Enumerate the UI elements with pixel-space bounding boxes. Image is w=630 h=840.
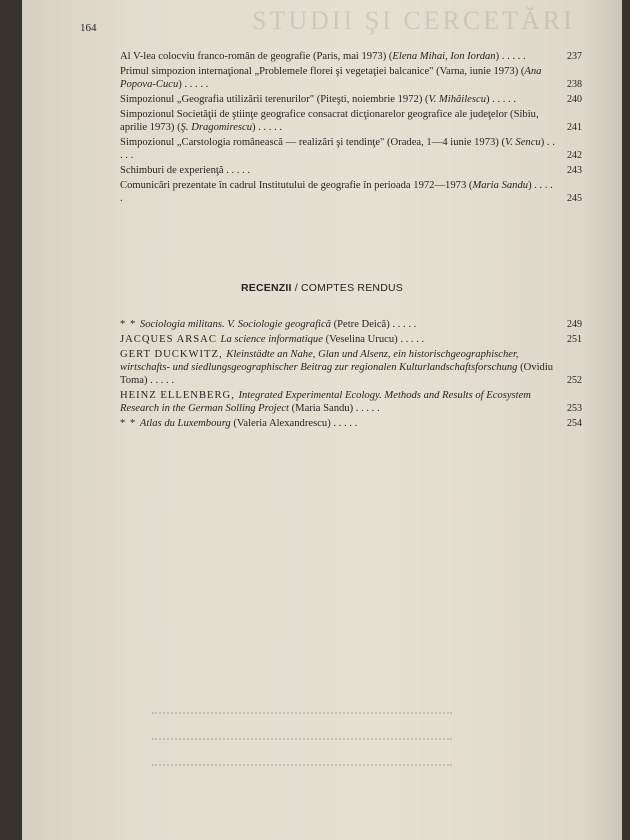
- toc-entry: [120, 65, 582, 91]
- review-page: 249: [567, 319, 582, 330]
- review-reviewer: (Ovidiu Toma): [120, 362, 554, 386]
- section-title: [22, 282, 622, 294]
- review-entry: [120, 318, 582, 331]
- running-head-bleed: STUDII ŞI CERCETĂRI: [252, 6, 575, 35]
- review-title: Integrated Experimental Ecology. Methods and Results of Ecosystem Research in the German Solling Project: [120, 390, 531, 414]
- toc-entry-close: ): [528, 180, 532, 191]
- toc-entry-close: ): [178, 79, 182, 90]
- review-reviewer: (Valeria Alexandrescu): [230, 418, 331, 429]
- leader-dots: . . . . .: [501, 51, 526, 62]
- review-reviewer: (Veselina Urucu): [322, 334, 398, 345]
- toc-entry-text: Comunicări prezentate în cadrul Institutului de geografie în perioada 1972—1973 (: [120, 180, 473, 191]
- review-page: 254: [567, 418, 582, 429]
- section-title-rest: COMPTES RENDUS: [300, 282, 403, 294]
- faint-dots: [152, 764, 452, 767]
- toc-entry-author: Ş. Dragomirescu: [180, 122, 253, 133]
- review-reviewer: (Petre Deică): [330, 319, 390, 330]
- toc-entry-page: 241: [567, 122, 582, 133]
- review-author: GERT DUCKWITZ,: [120, 349, 227, 360]
- section-title-bold: RECENZII: [241, 282, 292, 294]
- leader-dots: . . . . .: [392, 319, 417, 330]
- toc-entry-text: Al V-lea colocviu franco-român de geografie (Paris, mai 1973) (: [120, 51, 393, 62]
- faint-dots: [152, 738, 452, 741]
- page-shadow: [582, 0, 622, 840]
- toc-entry-close: ): [486, 94, 490, 105]
- leader-dots: . . . . .: [258, 122, 283, 133]
- leader-dots: . . . . .: [184, 79, 209, 90]
- toc-entry-text: Simpozionul „Geografia utilizării terenurilor" (Piteşti, noiembrie 1972) (: [120, 94, 429, 105]
- leader-dots: . . . . .: [492, 94, 517, 105]
- toc-entry-text: Simpozionul „Carstologia românească — realizări şi tendinţe" (Oradea, 1—4 iunie 1973) (: [120, 137, 505, 148]
- section-title-sep: /: [291, 282, 301, 294]
- review-title: Atlas du Luxembourg: [139, 418, 231, 429]
- toc-entry-author: Ana Popova-Cucu: [120, 66, 542, 90]
- toc-entry-text: Primul simpozion internaţional „Problemele florei şi vegetaţiei balcanice" (Varna, iunie 1973) (: [120, 66, 525, 77]
- review-title: La science informatique: [220, 334, 323, 345]
- toc-entry: [120, 164, 582, 177]
- toc-entry-text: Simpozionul Societăţii de ştiinţe geografice consacrat dicţionarelor geografice ale judeţelor (Sibiu, aprilie 1973) (: [120, 109, 539, 133]
- page-number: 164: [80, 22, 97, 34]
- leader-dots: . . . . .: [333, 418, 358, 429]
- review-page: 251: [567, 334, 582, 345]
- review-entry: [120, 417, 582, 430]
- review-author: HEINZ ELLENBERG,: [120, 390, 239, 401]
- leader-dots: . . . . .: [226, 165, 251, 176]
- toc-entry-page: 240: [567, 94, 582, 105]
- faint-dots: [152, 712, 452, 715]
- toc-entry: [120, 50, 582, 63]
- leader-dots: . . . . .: [120, 137, 555, 161]
- toc-entry-page: 242: [567, 150, 582, 161]
- toc-entry-page: 245: [567, 193, 582, 204]
- toc-entry-author: V. Mihăilescu: [428, 94, 487, 105]
- toc-entry-close: ): [252, 122, 256, 133]
- toc-entry-author: Maria Sandu: [472, 180, 529, 191]
- toc-entry: [120, 108, 582, 134]
- leader-dots: . . . . .: [150, 375, 174, 386]
- leader-dots: . . . . .: [400, 334, 425, 345]
- review-reviewer: (Maria Sandu): [288, 403, 354, 414]
- leader-dots: . . . . .: [355, 403, 380, 414]
- review-page: 253: [567, 403, 582, 414]
- review-entry: [120, 333, 582, 346]
- review-list: [120, 318, 582, 432]
- toc-list: [120, 50, 582, 207]
- toc-entry: [120, 179, 582, 205]
- toc-entry-page: 243: [567, 165, 582, 176]
- toc-entry-text: Schimburi de experienţă: [120, 165, 224, 176]
- toc-entry-page: 237: [567, 51, 582, 62]
- toc-entry-author: V. Sencu: [505, 137, 541, 148]
- review-author: * *: [120, 418, 140, 429]
- review-title: Kleinstädte an Nahe, Glan und Alsenz, ein historischgeographischer, wirtschafts- und siedlungsgeographischer Beitrag zur regionalen Kulturlandschaftsforschung: [120, 349, 519, 373]
- toc-entry-close: ): [540, 137, 545, 148]
- review-author: JACQUES ARSAC: [120, 334, 221, 345]
- leader-dots: . . . . .: [120, 180, 553, 204]
- toc-entry-page: 238: [567, 79, 582, 90]
- review-entry: [120, 389, 582, 415]
- document-page: [22, 0, 622, 840]
- toc-entry: [120, 136, 582, 162]
- review-author: * *: [120, 319, 140, 330]
- review-entry: [120, 348, 582, 387]
- toc-entry: [120, 93, 582, 106]
- review-title: Sociologia militans. V. Sociologie geografică: [139, 319, 331, 330]
- toc-entry-close: ): [495, 51, 500, 62]
- toc-entry-author: Elena Mihai, Ion Iordan: [392, 51, 496, 62]
- review-page: 252: [567, 375, 582, 386]
